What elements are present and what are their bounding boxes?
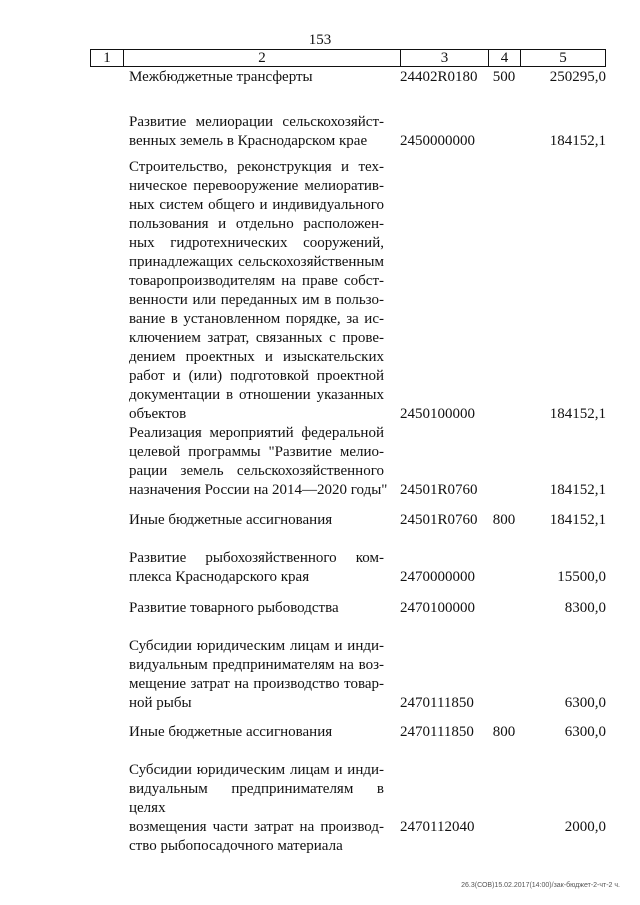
- row-code: 24501R0760: [400, 512, 478, 528]
- description-line: Иные бюджетные ассигнования: [129, 724, 333, 740]
- description-line: Развитие рыбохозяйственного ком-: [129, 550, 384, 566]
- description-line: видуальным предпринимателям в целях: [129, 781, 384, 816]
- row-description: [129, 549, 384, 587]
- row-description: [129, 424, 388, 500]
- description-line: Реализация мероприятий федеральной: [129, 425, 384, 441]
- row-code: 24501R0760: [400, 482, 478, 498]
- description-line: видуальным предпринимателям на воз-: [129, 657, 384, 673]
- row-expense-type: 800: [492, 512, 516, 528]
- row-amount: 184152,1: [549, 482, 606, 498]
- column-header-row: [91, 50, 606, 67]
- description-line: плекса Краснодарского края: [129, 569, 310, 585]
- column-header-1: 1: [91, 50, 124, 67]
- row-description: [129, 511, 384, 530]
- row-description: [129, 158, 384, 424]
- row-amount: 8300,0: [564, 600, 606, 616]
- page-number: 153: [308, 32, 332, 48]
- row-amount: 184152,1: [549, 406, 606, 422]
- row-amount: 6300,0: [564, 724, 606, 740]
- description-line: ство рыбопосадочного материала: [129, 838, 343, 854]
- row-code: 2470100000: [400, 600, 475, 616]
- description-line: принадлежащих сельскохозяйственным: [129, 254, 384, 270]
- description-line: рации земель сельскохозяйственного: [129, 463, 384, 479]
- description-line: Развитие товарного рыбоводства: [129, 600, 339, 616]
- row-code: 24402R0180: [400, 69, 478, 85]
- row-amount: 2000,0: [564, 819, 606, 835]
- row-code: 2470111850: [400, 695, 474, 711]
- row-expense-type: 800: [492, 724, 516, 740]
- column-header-3: 3: [401, 50, 489, 67]
- description-line: Субсидии юридическим лицам и инди-: [129, 638, 384, 654]
- row-description: [129, 113, 384, 151]
- row-description: [129, 723, 384, 742]
- description-line: ключением затрат, связанных с прове-: [129, 330, 384, 346]
- description-line: целевой программы "Развитие мелио-: [129, 444, 384, 460]
- row-description: [129, 637, 384, 713]
- description-line: вание в установленном порядке, за ис-: [129, 311, 384, 327]
- description-line: ных систем общего и индивидуального: [129, 197, 384, 213]
- description-line: работ и (или) подготовкой проектной: [129, 368, 384, 384]
- description-line: дением проектных и изыскательских: [129, 349, 384, 365]
- row-expense-type: 500: [492, 69, 516, 85]
- description-line: венных земель в Краснодарском крае: [129, 133, 368, 149]
- row-description: [129, 599, 384, 618]
- description-line: ных гидротехнических сооружений,: [129, 235, 384, 251]
- column-header-4: 4: [489, 50, 521, 67]
- row-amount: 184152,1: [549, 512, 606, 528]
- description-line: венности или переданных им в пользо-: [129, 292, 384, 308]
- row-amount: 15500,0: [557, 569, 606, 585]
- row-code: 2450100000: [400, 406, 475, 422]
- column-header-5: 5: [521, 50, 606, 67]
- column-header-2: 2: [124, 50, 401, 67]
- description-line: Межбюджетные трансферты: [129, 69, 313, 85]
- description-line: возмещения части затрат на производ-: [129, 819, 384, 835]
- description-line: назначения России на 2014—2020 годы": [129, 482, 388, 498]
- row-amount: 184152,1: [549, 133, 606, 149]
- description-line: Строительство, реконструкция и тех-: [129, 159, 384, 175]
- row-code: 2450000000: [400, 133, 475, 149]
- description-line: Развитие мелиорации сельскохозяйст-: [129, 114, 384, 130]
- row-description: [129, 761, 384, 856]
- row-amount: 250295,0: [549, 69, 606, 85]
- row-code: 2470111850: [400, 724, 474, 740]
- row-code: 2470000000: [400, 569, 475, 585]
- description-line: товаропроизводителям на праве собст-: [129, 273, 384, 289]
- row-description: [129, 68, 384, 87]
- description-line: ной рыбы: [129, 695, 192, 711]
- row-code: 2470112040: [400, 819, 475, 835]
- description-line: ническое перевооружение мелиоратив-: [129, 178, 384, 194]
- description-line: мещение затрат на производство товар-: [129, 676, 384, 692]
- description-line: Субсидии юридическим лицам и инди-: [129, 762, 384, 778]
- description-line: пользования и отдельно расположен-: [129, 216, 384, 232]
- column-header-table: [90, 49, 606, 67]
- footer-note: 26.3(СОВ)15.02.2017(14:00)/зак-бюджет-2-чт-2 ч.: [461, 882, 620, 889]
- row-amount: 6300,0: [564, 695, 606, 711]
- description-line: Иные бюджетные ассигнования: [129, 512, 333, 528]
- description-line: объектов: [129, 406, 187, 422]
- description-line: документации в отношении указанных: [129, 387, 384, 403]
